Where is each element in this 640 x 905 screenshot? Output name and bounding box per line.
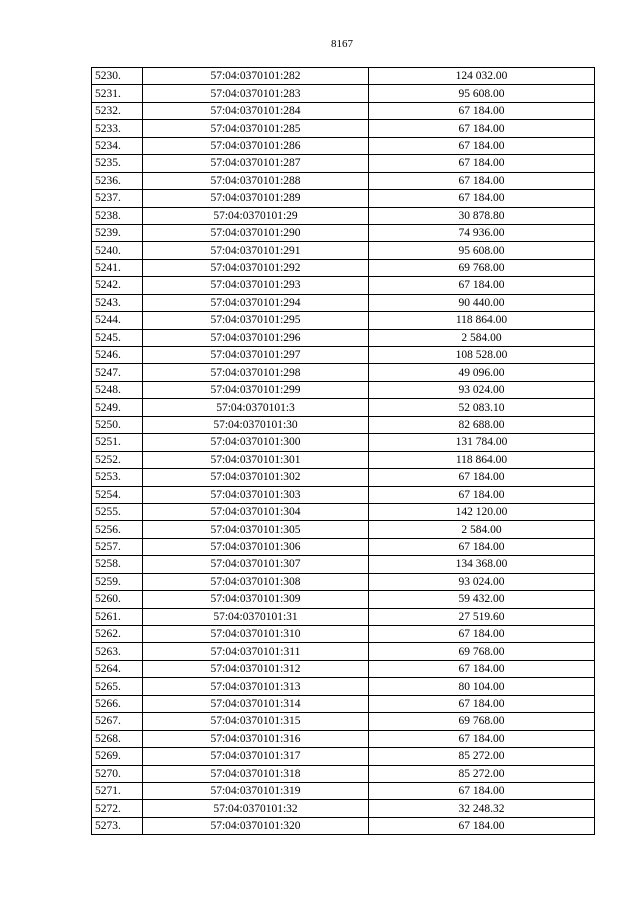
- table-row: [92, 155, 595, 172]
- cadastral-value: 118 864.00: [369, 451, 595, 468]
- table-row: [92, 224, 595, 241]
- row-number: 5235.: [92, 155, 143, 172]
- cadastral-value: 67 184.00: [369, 730, 595, 747]
- row-number: 5240.: [92, 242, 143, 259]
- row-number: 5245.: [92, 329, 143, 346]
- cadastral-number: 57:04:0370101:285: [143, 120, 369, 137]
- cadastral-number: 57:04:0370101:286: [143, 137, 369, 154]
- cadastral-value: 67 184.00: [369, 155, 595, 172]
- cadastral-number: 57:04:0370101:282: [143, 68, 369, 85]
- row-number: 5241.: [92, 259, 143, 276]
- cadastral-value: 67 184.00: [369, 102, 595, 119]
- cadastral-number: 57:04:0370101:289: [143, 190, 369, 207]
- row-number: 5232.: [92, 102, 143, 119]
- row-number: 5244.: [92, 312, 143, 329]
- cadastral-value: 67 184.00: [369, 137, 595, 154]
- row-number: 5238.: [92, 207, 143, 224]
- cadastral-value: 142 120.00: [369, 503, 595, 520]
- cadastral-value: 67 184.00: [369, 190, 595, 207]
- table-row: [92, 329, 595, 346]
- table-row: [92, 643, 595, 660]
- table-row: [92, 68, 595, 85]
- row-number: 5239.: [92, 224, 143, 241]
- table-row: [92, 730, 595, 747]
- row-number: 5250.: [92, 416, 143, 433]
- cadastral-number: 57:04:0370101:320: [143, 817, 369, 834]
- row-number: 5272.: [92, 800, 143, 817]
- table-row: [92, 381, 595, 398]
- cadastral-number: 57:04:0370101:290: [143, 224, 369, 241]
- cadastral-number: 57:04:0370101:29: [143, 207, 369, 224]
- cadastral-value: 49 096.00: [369, 364, 595, 381]
- row-number: 5246.: [92, 347, 143, 364]
- row-number: 5259.: [92, 573, 143, 590]
- row-number: 5252.: [92, 451, 143, 468]
- cadastral-value: 67 184.00: [369, 817, 595, 834]
- table-row: [92, 172, 595, 189]
- cadastral-number: 57:04:0370101:31: [143, 608, 369, 625]
- cadastral-number: 57:04:0370101:318: [143, 765, 369, 782]
- cadastral-value: 30 878.80: [369, 207, 595, 224]
- cadastral-value: 2 584.00: [369, 329, 595, 346]
- table-row: [92, 294, 595, 311]
- table-row: [92, 434, 595, 451]
- row-number: 5260.: [92, 591, 143, 608]
- cadastral-number: 57:04:0370101:317: [143, 748, 369, 765]
- cadastral-value: 27 519.60: [369, 608, 595, 625]
- cadastral-value: 124 032.00: [369, 68, 595, 85]
- table-row: [92, 137, 595, 154]
- row-number: 5231.: [92, 85, 143, 102]
- row-number: 5269.: [92, 748, 143, 765]
- cadastral-value: 118 864.00: [369, 312, 595, 329]
- cadastral-value: 85 272.00: [369, 748, 595, 765]
- cadastral-number: 57:04:0370101:304: [143, 503, 369, 520]
- cadastral-value: 95 608.00: [369, 85, 595, 102]
- table-row: [92, 451, 595, 468]
- table-row: [92, 556, 595, 573]
- cadastral-value: 67 184.00: [369, 120, 595, 137]
- cadastral-number: 57:04:0370101:300: [143, 434, 369, 451]
- table-row: [92, 190, 595, 207]
- row-number: 5237.: [92, 190, 143, 207]
- table-row: [92, 765, 595, 782]
- table-row: [92, 782, 595, 799]
- cadastral-number: 57:04:0370101:283: [143, 85, 369, 102]
- table-row: [92, 399, 595, 416]
- cadastral-value: 32 248.32: [369, 800, 595, 817]
- cadastral-number: 57:04:0370101:305: [143, 521, 369, 538]
- cadastral-value: 90 440.00: [369, 294, 595, 311]
- table-row: [92, 259, 595, 276]
- cadastral-number: 57:04:0370101:294: [143, 294, 369, 311]
- cadastral-number: 57:04:0370101:302: [143, 469, 369, 486]
- row-number: 5268.: [92, 730, 143, 747]
- row-number: 5264.: [92, 660, 143, 677]
- table-row: [92, 695, 595, 712]
- cadastral-number: 57:04:0370101:299: [143, 381, 369, 398]
- row-number: 5251.: [92, 434, 143, 451]
- cadastral-number: 57:04:0370101:32: [143, 800, 369, 817]
- table-row: [92, 242, 595, 259]
- cadastral-number: 57:04:0370101:316: [143, 730, 369, 747]
- table-row: [92, 277, 595, 294]
- cadastral-value: 69 768.00: [369, 259, 595, 276]
- table-row: [92, 347, 595, 364]
- row-number: 5270.: [92, 765, 143, 782]
- cadastral-value: 74 936.00: [369, 224, 595, 241]
- table-row: [92, 660, 595, 677]
- row-number: 5261.: [92, 608, 143, 625]
- cadastral-number: 57:04:0370101:298: [143, 364, 369, 381]
- cadastral-value: 95 608.00: [369, 242, 595, 259]
- cadastral-number: 57:04:0370101:284: [143, 102, 369, 119]
- cadastral-number: 57:04:0370101:310: [143, 626, 369, 643]
- cadastral-value: 52 083.10: [369, 399, 595, 416]
- page-number: 8167: [331, 38, 353, 50]
- cadastral-value: 108 528.00: [369, 347, 595, 364]
- cadastral-value: 67 184.00: [369, 626, 595, 643]
- table-row: [92, 416, 595, 433]
- table-row: [92, 591, 595, 608]
- cadastral-value: 93 024.00: [369, 381, 595, 398]
- cadastral-value: 131 784.00: [369, 434, 595, 451]
- row-number: 5265.: [92, 678, 143, 695]
- row-number: 5267.: [92, 713, 143, 730]
- cadastral-number: 57:04:0370101:288: [143, 172, 369, 189]
- table-row: [92, 102, 595, 119]
- row-number: 5257.: [92, 538, 143, 555]
- cadastral-value: 2 584.00: [369, 521, 595, 538]
- cadastral-value: 67 184.00: [369, 782, 595, 799]
- cadastral-number: 57:04:0370101:295: [143, 312, 369, 329]
- cadastral-number: 57:04:0370101:301: [143, 451, 369, 468]
- cadastral-number: 57:04:0370101:287: [143, 155, 369, 172]
- row-number: 5249.: [92, 399, 143, 416]
- cadastral-value: 67 184.00: [369, 486, 595, 503]
- row-number: 5230.: [92, 68, 143, 85]
- table-row: [92, 469, 595, 486]
- table-row: [92, 521, 595, 538]
- cadastral-number: 57:04:0370101:293: [143, 277, 369, 294]
- table-row: [92, 626, 595, 643]
- row-number: 5233.: [92, 120, 143, 137]
- row-number: 5258.: [92, 556, 143, 573]
- cadastral-number: 57:04:0370101:319: [143, 782, 369, 799]
- cadastral-value-table: [91, 67, 595, 835]
- cadastral-value: 69 768.00: [369, 713, 595, 730]
- row-number: 5253.: [92, 469, 143, 486]
- cadastral-number: 57:04:0370101:313: [143, 678, 369, 695]
- table-row: [92, 364, 595, 381]
- cadastral-number: 57:04:0370101:309: [143, 591, 369, 608]
- table-row: [92, 573, 595, 590]
- table-row: [92, 312, 595, 329]
- cadastral-value: 134 368.00: [369, 556, 595, 573]
- cadastral-number: 57:04:0370101:307: [143, 556, 369, 573]
- row-number: 5234.: [92, 137, 143, 154]
- cadastral-number: 57:04:0370101:296: [143, 329, 369, 346]
- table-row: [92, 486, 595, 503]
- cadastral-number: 57:04:0370101:306: [143, 538, 369, 555]
- cadastral-value: 67 184.00: [369, 538, 595, 555]
- cadastral-value: 67 184.00: [369, 469, 595, 486]
- cadastral-value: 69 768.00: [369, 643, 595, 660]
- table-row: [92, 207, 595, 224]
- row-number: 5248.: [92, 381, 143, 398]
- row-number: 5263.: [92, 643, 143, 660]
- cadastral-value: 67 184.00: [369, 277, 595, 294]
- table-row: [92, 503, 595, 520]
- cadastral-number: 57:04:0370101:315: [143, 713, 369, 730]
- table-row: [92, 85, 595, 102]
- table-row: [92, 817, 595, 834]
- cadastral-value: 67 184.00: [369, 660, 595, 677]
- table-row: [92, 713, 595, 730]
- cadastral-value: 59 432.00: [369, 591, 595, 608]
- cadastral-number: 57:04:0370101:314: [143, 695, 369, 712]
- cadastral-value: 67 184.00: [369, 695, 595, 712]
- cadastral-value: 85 272.00: [369, 765, 595, 782]
- row-number: 5255.: [92, 503, 143, 520]
- row-number: 5273.: [92, 817, 143, 834]
- row-number: 5256.: [92, 521, 143, 538]
- row-number: 5247.: [92, 364, 143, 381]
- table-row: [92, 608, 595, 625]
- cadastral-number: 57:04:0370101:30: [143, 416, 369, 433]
- cadastral-value: 82 688.00: [369, 416, 595, 433]
- table-body: [92, 68, 595, 835]
- cadastral-number: 57:04:0370101:292: [143, 259, 369, 276]
- cadastral-number: 57:04:0370101:303: [143, 486, 369, 503]
- row-number: 5262.: [92, 626, 143, 643]
- cadastral-value: 93 024.00: [369, 573, 595, 590]
- cadastral-number: 57:04:0370101:297: [143, 347, 369, 364]
- table-row: [92, 120, 595, 137]
- table-row: [92, 538, 595, 555]
- row-number: 5271.: [92, 782, 143, 799]
- cadastral-value: 67 184.00: [369, 172, 595, 189]
- table-row: [92, 800, 595, 817]
- cadastral-number: 57:04:0370101:312: [143, 660, 369, 677]
- cadastral-number: 57:04:0370101:3: [143, 399, 369, 416]
- row-number: 5243.: [92, 294, 143, 311]
- cadastral-number: 57:04:0370101:291: [143, 242, 369, 259]
- table-row: [92, 748, 595, 765]
- cadastral-number: 57:04:0370101:311: [143, 643, 369, 660]
- table-row: [92, 678, 595, 695]
- row-number: 5254.: [92, 486, 143, 503]
- cadastral-value: 80 104.00: [369, 678, 595, 695]
- cadastral-number: 57:04:0370101:308: [143, 573, 369, 590]
- row-number: 5236.: [92, 172, 143, 189]
- row-number: 5242.: [92, 277, 143, 294]
- row-number: 5266.: [92, 695, 143, 712]
